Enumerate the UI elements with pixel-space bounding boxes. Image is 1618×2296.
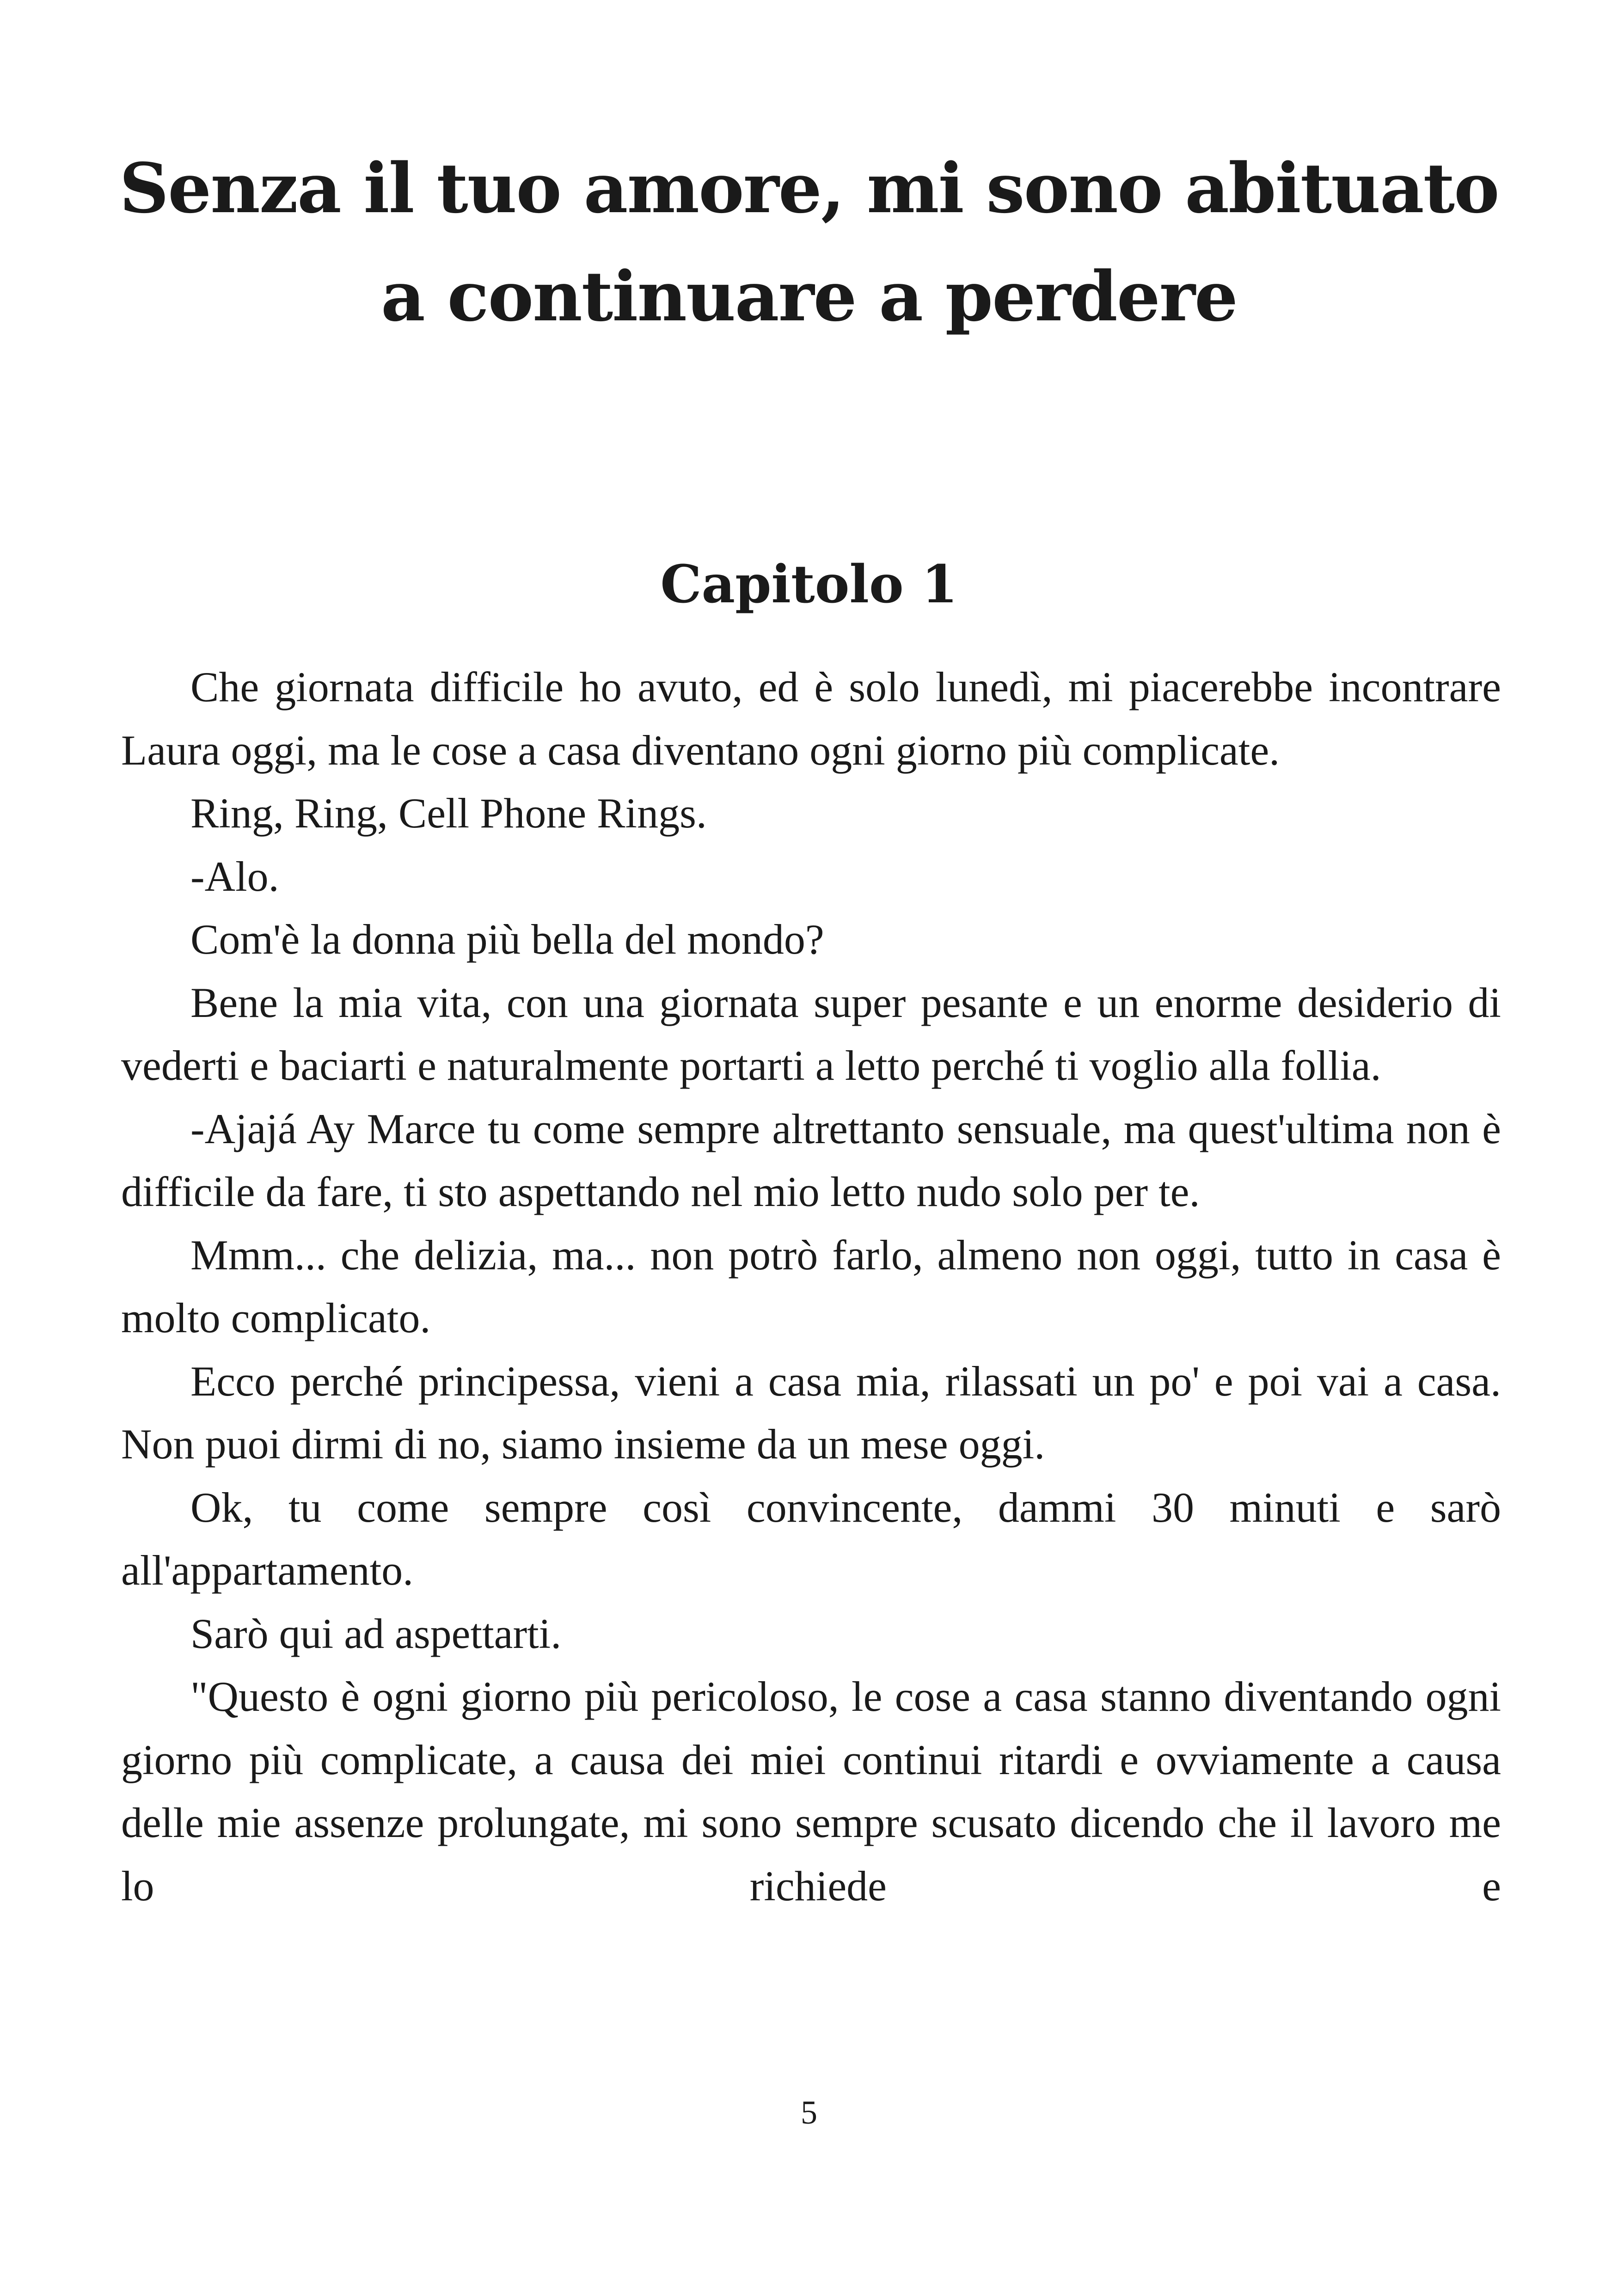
paragraph: Ecco perché principessa, vieni a casa mia, rilassati un po' e poi vai a casa. Non puoi dirmi di no, siamo insieme da un mese oggi.	[121, 1357, 1501, 1468]
paragraph: -Ajajá Ay Marce tu come sempre altrettanto sensuale, ma quest'ultima non è difficile da fare, ti sto aspettando nel mio letto nudo solo per te.	[121, 1105, 1501, 1215]
paragraph: Ring, Ring, Cell Phone Rings.	[190, 790, 707, 837]
paragraph: Ok, tu come sempre così convincente, dammi 30 minuti e sarò all'appartamento.	[121, 1483, 1501, 1594]
chapter-body	[121, 655, 1501, 1917]
paragraph: Che giornata difficile ho avuto, ed è solo lunedì, mi piacerebbe incontrare Laura oggi, ma le cose a casa diventano ogni giorno più complicate.	[121, 663, 1501, 774]
page-number: 5	[801, 2094, 817, 2131]
paragraph: Bene la mia vita, con una giornata super pesante e un enorme desiderio di vederti e baciarti e naturalmente portarti a letto perché ti voglio alla follia.	[121, 979, 1501, 1089]
paragraph: Mmm... che delizia, ma... non potrò farlo, almeno non oggi, tutto in casa è molto complicato.	[121, 1231, 1501, 1341]
paragraph: -Alo.	[190, 852, 279, 900]
paragraph: "Questo è ogni giorno più pericoloso, le cose a casa stanno diventando ogni giorno più complicate, a causa dei miei continui ritardi e ovviamente a causa delle mie assenze prolungate, mi sono sempre scusato dicendo che il lavoro me lo richiede e	[121, 1673, 1501, 1910]
chapter-title: Capitolo 1	[660, 554, 958, 615]
book-title: Senza il tuo amore, mi sono abituato a continuare a perdere	[119, 148, 1499, 337]
paragraph: Com'è la donna più bella del mondo?	[190, 916, 824, 963]
paragraph: Sarò qui ad aspettarti.	[190, 1610, 562, 1657]
